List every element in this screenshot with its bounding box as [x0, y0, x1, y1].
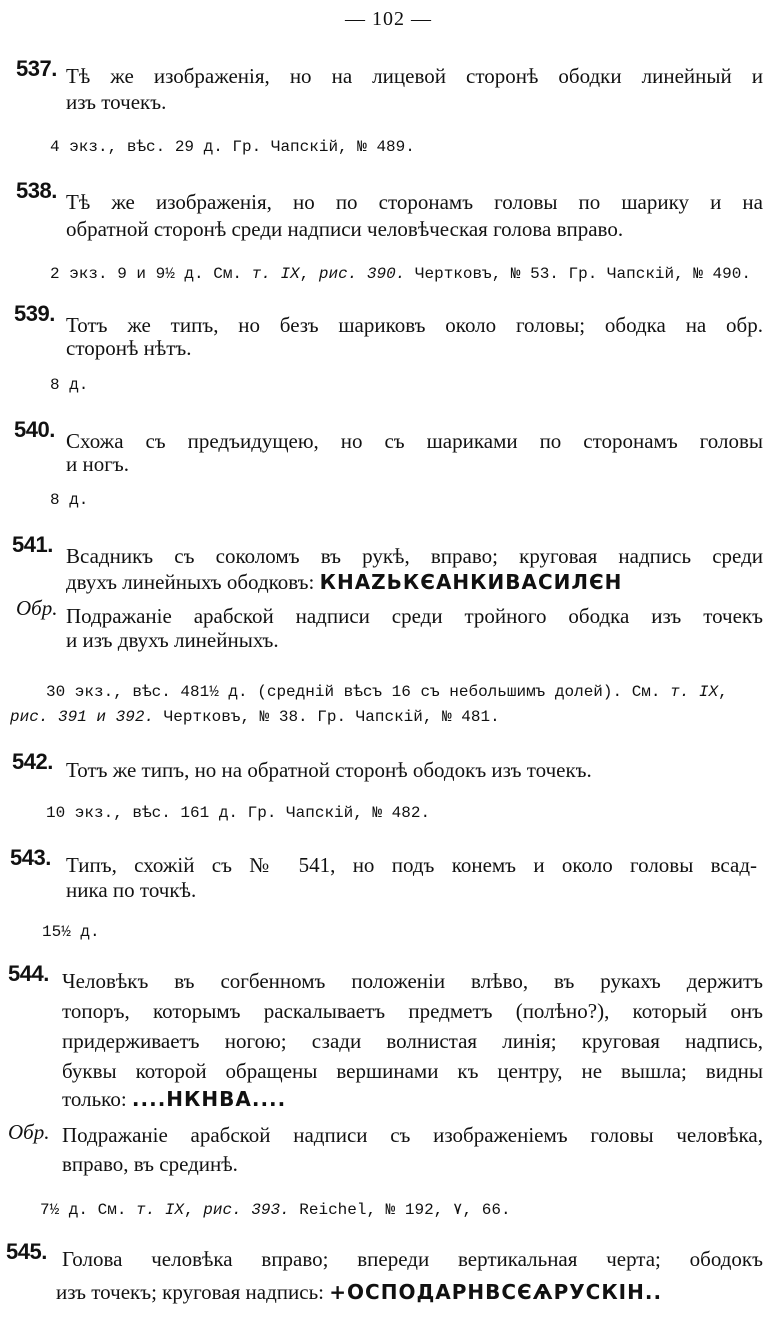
entry-text-line: Тѣ же изображенія, но на лицевой сторонѣ ободки линейный и: [66, 64, 763, 88]
entry-number: 542.: [12, 749, 53, 774]
entry-number: 544.: [8, 961, 49, 986]
entry-text-line: обратной сторонѣ среди надписи человѣческая голова вправо.: [66, 217, 624, 241]
entry-meta: 2 экз. 9 и 9½ д. См. т. IX, рис. 390. Чертковъ, № 53. Гр. Чапскій, № 490.: [50, 265, 751, 283]
entry-meta: 10 экз., вѣс. 161 д. Гр. Чапскій, № 482.: [46, 804, 431, 822]
entry-number: 538.: [16, 178, 57, 203]
entry-text-line: ника по точкѣ.: [66, 878, 197, 902]
entry-text-line: Голова человѣка вправо; впереди вертикальная черта; ободокъ: [62, 1247, 763, 1271]
entry-meta: 30 экз., вѣс. 481½ д. (средній вѣсъ 16 съ небольшимъ долей). См. т. IX,: [46, 683, 728, 701]
entry-text-line: Тотъ же типъ, но безъ шариковъ около головы; ободка на обр.: [66, 313, 763, 337]
page-number: — 102 —: [345, 8, 432, 30]
entry-text-line: изъ точекъ.: [66, 90, 167, 114]
entry-number: 545.: [6, 1239, 47, 1264]
entry-text-line: Тотъ же типъ, но на обратной сторонѣ ободокъ изъ точекъ.: [66, 758, 592, 782]
entry-text-line: буквы которой обращены вершинами къ центру, не вышла; видны: [62, 1059, 763, 1083]
entry-text-line: топоръ, которымъ раскалываетъ предметъ (полѣно?), который онъ: [62, 999, 763, 1023]
slavonic-inscription: КНАZЬКЄАНКИВАСИЛЄН: [319, 570, 623, 594]
entry-meta: рис. 391 и 392. Чертковъ, № 38. Гр. Чапскій, № 481.: [10, 708, 500, 726]
entry-number: 540.: [14, 417, 55, 442]
entry-meta: 8 д.: [50, 491, 89, 509]
entry-meta: 8 д.: [50, 376, 89, 394]
entry-text-line: вправо, въ срединѣ.: [62, 1152, 238, 1176]
entry-number: 541.: [12, 532, 53, 557]
slavonic-inscription: +ОСПОДАРНВСЄѦРУСКІН..: [329, 1280, 663, 1304]
entry-number: 539.: [14, 301, 55, 326]
entry-text-line: Подражаніе арабской надписи среди тройного ободка изъ точекъ: [66, 604, 763, 628]
entry-meta: 15½ д.: [42, 923, 100, 941]
entry-number: 537.: [16, 56, 57, 81]
entry-text-line: двухъ линейныхъ ободковъ: КНАZЬКЄАНКИВАСИЛЄН: [66, 570, 623, 594]
obverse-label: Обр.: [16, 596, 58, 620]
entry-text-line: и изъ двухъ линейныхъ.: [66, 628, 279, 652]
entry-text-line: изъ точекъ; круговая надпись: +ОСПОДАРНВСЄѦРУСКІН..: [56, 1280, 663, 1304]
entry-text-line: Схожа съ предъидущею, но съ шариками по сторонамъ головы: [66, 429, 763, 453]
entry-text-line: Тѣ же изображенія, но по сторонамъ головы по шарику и на: [66, 190, 763, 214]
entry-meta: 4 экз., вѣс. 29 д. Гр. Чапскій, № 489.: [50, 138, 415, 156]
entry-meta: 7½ д. См. т. IX, рис. 393. Reichel, № 192, ٧, 66.: [40, 1201, 511, 1219]
entry-text-line: Всадникъ съ соколомъ въ рукѣ, вправо; круговая надпись среди: [66, 544, 763, 568]
entry-text-line: Подражаніе арабской надписи съ изображеніемъ головы человѣка,: [62, 1123, 763, 1147]
slavonic-inscription: ....НКНВА....: [131, 1087, 287, 1111]
entry-text-line: Человѣкъ въ согбенномъ положеніи влѣво, въ рукахъ держитъ: [62, 969, 763, 993]
obverse-label: Обр.: [8, 1120, 50, 1144]
entry-text-line: сторонѣ нѣтъ.: [66, 336, 192, 360]
entry-text-line: Типъ, схожій съ № 541, но подъ конемъ и около головы всад-: [66, 853, 757, 877]
entry-number: 543.: [10, 845, 51, 870]
entry-text-line: придерживаетъ ногою; сзади волнистая линія; круговая надпись,: [62, 1029, 763, 1053]
entry-text-line: и ногъ.: [66, 452, 129, 476]
entry-text-line: только: ....НКНВА....: [62, 1087, 287, 1111]
